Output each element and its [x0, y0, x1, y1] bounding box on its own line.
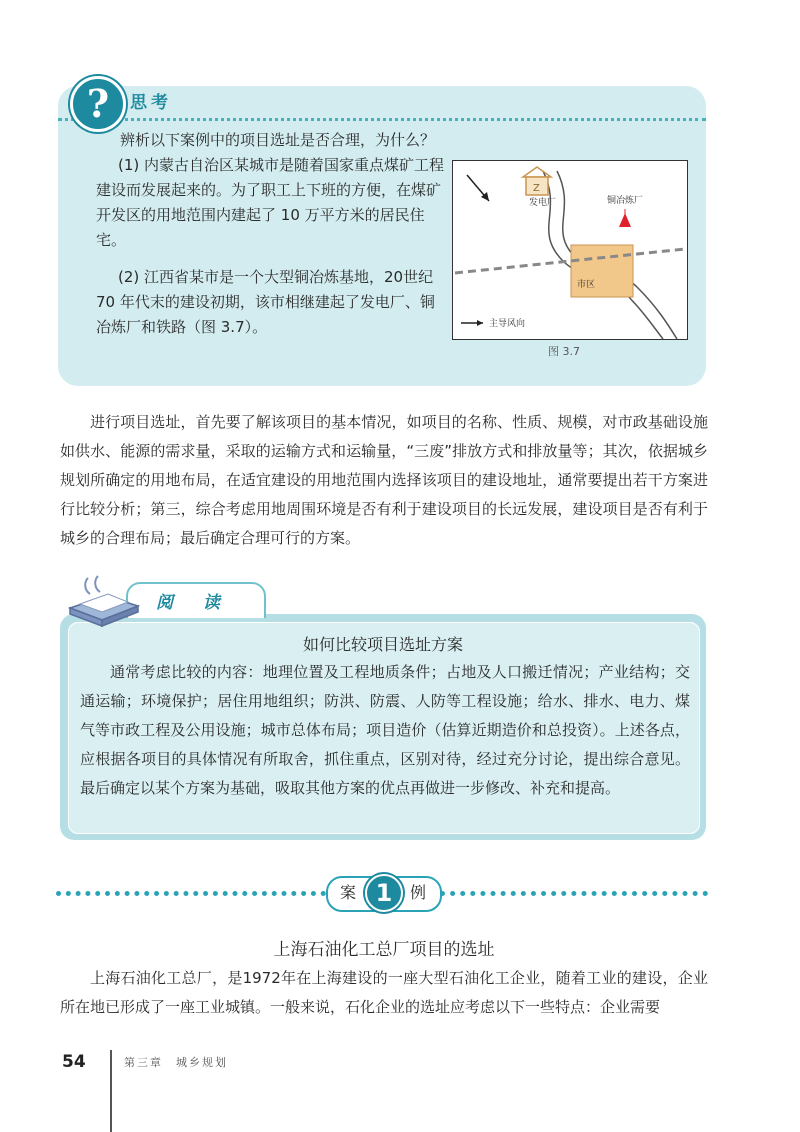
case-badge-left: 案	[340, 883, 357, 902]
label-wind: 主导风向	[489, 319, 526, 329]
label-power-plant: 发电厂	[529, 198, 557, 208]
reading-label: 阅 读	[156, 593, 232, 613]
power-plant-icon	[523, 167, 551, 195]
label-smelter: 铜冶炼厂	[607, 196, 644, 206]
site-map-figure	[452, 160, 688, 340]
think-case-2: (2) 江西省某市是一个大型铜冶炼基地，20世纪70 年代末的建设初期，该市相继建起了发电厂、铜冶炼厂和铁路（图 3.7）。	[96, 268, 435, 336]
footer-chapter: 第三章 城乡规划	[124, 1056, 228, 1069]
case-divider-right	[440, 891, 708, 896]
page-number: 54	[62, 1052, 86, 1072]
question-mark-icon: ?	[70, 76, 126, 132]
label-city: 市区	[577, 280, 596, 290]
case-title: 上海石油化工总厂项目的选址	[273, 940, 495, 960]
body-paragraph: 进行项目选址，首先要了解该项目的基本情况，如项目的名称、性质、规模，对市政基础设施如供水、能源的需求量，采取的运输方式和运输量，“三废”排放方式和排放量等；其次，依据城乡规划所确定的用地布局，在适宜建设的用地范围内选择该项目的建设地址，通常要提出若干方案进行比较分析；第三，综合考虑用地周围环境是否有利于建设项目的长远发展，建设项目是否有利于城乡的合理布局；最后确定合理可行的方案。	[60, 413, 708, 547]
site-map-svg	[453, 161, 687, 339]
footer-divider	[110, 1050, 112, 1132]
case-number: 1	[365, 874, 403, 912]
reading-body: 通常考虑比较的内容：地理位置及工程地质条件；占地及人口搬迁情况；产业结构；交通运输；环境保护；居住用地组织；防洪、防震、人防等工程设施；给水、排水、电力、煤气等市政工程及公用设施；城市总体布局；项目造价（估算近期造价和总投资）。上述各点，应根据各项目的具体情况有所取舍，抓住重点，区别对待，经过充分讨论，提出综合意见。最后确定以某个方案为基础，吸取其他方案的优点再做进一步修改、补充和提高。	[80, 663, 690, 797]
think-title: 思考	[130, 93, 172, 113]
railway-line	[455, 249, 685, 273]
think-question: 辨析以下案例中的项目选址是否合理，为什么？	[120, 131, 436, 149]
reading-title: 如何比较项目选址方案	[302, 635, 463, 654]
reading-tray-icon	[66, 572, 142, 628]
think-case-1: (1) 内蒙古自治区某城市是随着国家重点煤矿工程建设而发展起来的。为了职工上下班的方便，在煤矿开发区的用地范围内建起了 10 万平方米的居民住宅。	[96, 156, 445, 249]
case-divider-left	[56, 891, 326, 896]
case-paragraph: 上海石油化工总厂，是1972年在上海建设的一座大型石油化工企业，随着工业的建设，企业所在地已形成了一座工业城镇。一般来说，石化企业的选址应考虑以下一些特点：企业需要	[60, 969, 708, 1016]
figure-caption: 图 3.7	[548, 345, 580, 358]
smelter-marker-icon	[619, 213, 631, 227]
case-badge-right: 例	[410, 883, 427, 902]
svg-text:Z: Z	[533, 183, 540, 194]
